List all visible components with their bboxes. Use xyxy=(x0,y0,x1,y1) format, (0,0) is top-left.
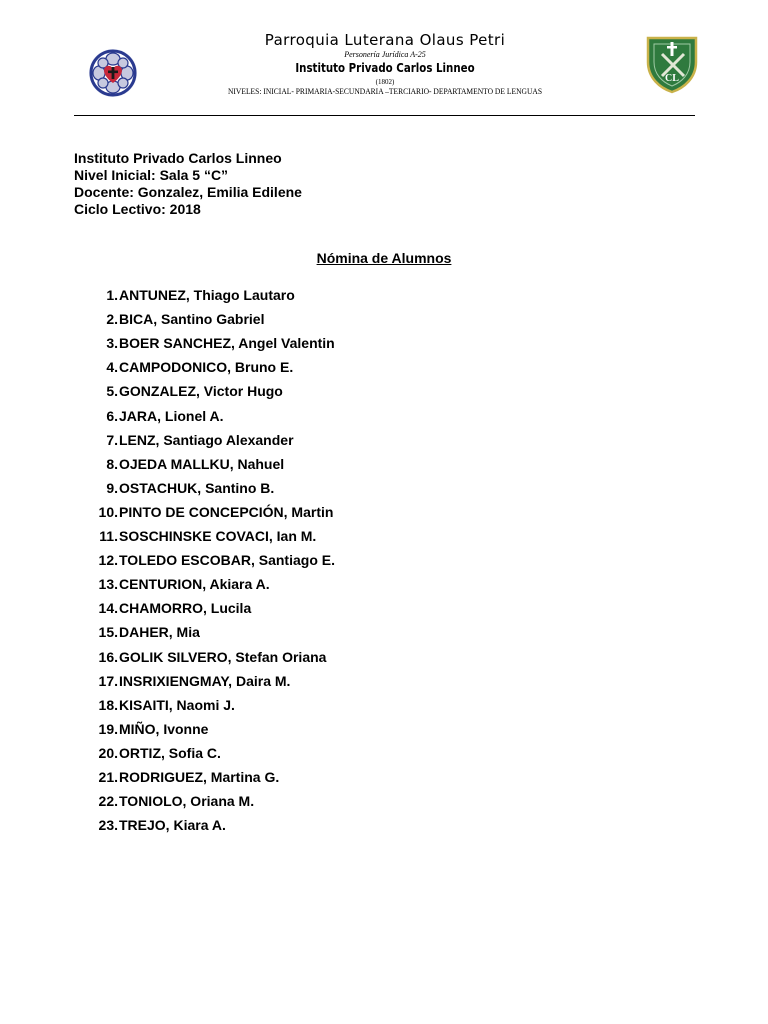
list-item-number: 18. xyxy=(98,696,118,713)
list-item-name: ANTUNEZ, Thiago Lautaro xyxy=(119,287,295,303)
list-item-number: 23. xyxy=(98,817,118,834)
list-item-name: INSRIXIENGMAY, Daira M. xyxy=(119,672,291,689)
list-item xyxy=(0,550,768,570)
info-year: Ciclo Lectivo: 2018 xyxy=(74,201,201,217)
shield-crest-icon xyxy=(644,32,700,94)
list-item xyxy=(0,502,768,522)
list-item xyxy=(0,478,768,498)
list-item xyxy=(0,743,768,763)
list-item xyxy=(0,406,768,426)
list-item-number: 12. xyxy=(98,552,118,569)
list-item-name: CENTURION, Akiara A. xyxy=(119,576,270,593)
list-item-name: GONZALEZ, Victor Hugo xyxy=(119,383,283,400)
list-item xyxy=(0,695,768,715)
list-item xyxy=(0,574,768,594)
list-item xyxy=(0,598,768,618)
list-item xyxy=(0,430,768,450)
list-item-number: 5. xyxy=(106,383,118,400)
list-item xyxy=(0,647,768,667)
list-item-number: 8. xyxy=(106,455,118,472)
list-item xyxy=(0,526,768,546)
list-item-name: KISAITI, Naomi J. xyxy=(119,696,235,713)
list-item-name: ORTIZ, Sofia C. xyxy=(119,744,221,761)
list-item-name: RODRIGUEZ, Martina G. xyxy=(119,769,280,785)
institute-code: (1802) xyxy=(375,78,395,86)
list-item-number: 14. xyxy=(98,600,118,617)
list-item-name: MIÑO, Ivonne xyxy=(119,720,209,737)
list-item xyxy=(0,454,768,474)
luther-rose-seal-icon xyxy=(80,46,142,100)
list-item-name: BICA, Santino Gabriel xyxy=(119,311,265,328)
list-item-name: CHAMORRO, Lucila xyxy=(119,600,252,617)
list-item-number: 15. xyxy=(98,624,118,641)
list-item-number: 1. xyxy=(106,287,118,303)
list-item-name: CAMPODONICO, Bruno E. xyxy=(119,359,294,376)
list-item-number: 11. xyxy=(99,528,118,544)
list-item xyxy=(0,381,768,401)
list-item xyxy=(0,671,768,691)
list-item-number: 10. xyxy=(98,503,118,520)
list-item xyxy=(0,333,768,353)
list-item-number: 2. xyxy=(106,311,118,328)
info-teacher: Docente: Gonzalez, Emilia Edilene xyxy=(74,184,302,200)
list-item-name: PINTO DE CONCEPCIÓN, Martin xyxy=(119,503,334,520)
list-title: Nómina de Alumnos xyxy=(316,250,452,266)
list-item xyxy=(0,285,768,305)
list-item-number: 21. xyxy=(98,769,118,785)
list-item-number: 19. xyxy=(98,720,118,737)
list-item xyxy=(0,357,768,377)
list-item-name: BOER SANCHEZ, Angel Valentin xyxy=(119,335,335,352)
list-item-name: SOSCHINSKE COVACI, Ian M. xyxy=(119,528,317,544)
legal-status: Personería Jurídica A-25 xyxy=(344,50,426,59)
education-levels: NIVELES: INICIAL- PRIMARIA-SECUNDARIA –TERCIARIO- DEPARTAMENTO DE LENGUAS xyxy=(227,87,543,96)
list-item-name: TONIOLO, Oriana M. xyxy=(119,793,255,810)
parish-name: Parroquia Luterana Olaus Petri xyxy=(264,31,506,49)
list-item-number: 3. xyxy=(106,335,118,352)
list-item-name: TOLEDO ESCOBAR, Santiago E. xyxy=(119,552,335,569)
crest-letters: CL xyxy=(665,73,679,84)
list-item xyxy=(0,719,768,739)
list-item-number: 7. xyxy=(106,431,118,448)
list-item-number: 22. xyxy=(98,793,118,810)
list-item xyxy=(0,309,768,329)
list-item xyxy=(0,767,768,787)
list-item-number: 20. xyxy=(98,744,118,761)
list-item xyxy=(0,622,768,642)
list-item-number: 16. xyxy=(98,648,118,665)
list-item-number: 4. xyxy=(106,359,118,376)
list-item-name: OSTACHUK, Santino B. xyxy=(119,479,275,496)
list-item-number: 17. xyxy=(98,672,118,689)
institute-name: Instituto Privado Carlos Linneo xyxy=(295,60,475,75)
list-item xyxy=(0,815,768,835)
list-item-name: DAHER, Mia xyxy=(119,624,200,641)
list-item xyxy=(0,791,768,811)
info-level: Nivel Inicial: Sala 5 “C” xyxy=(74,167,229,183)
list-item-number: 9. xyxy=(106,479,118,496)
list-item-name: JARA, Lionel A. xyxy=(119,407,224,424)
list-item-name: LENZ, Santiago Alexander xyxy=(119,431,294,448)
info-institute: Instituto Privado Carlos Linneo xyxy=(74,150,282,166)
list-item-name: OJEDA MALLKU, Nahuel xyxy=(119,455,285,472)
list-item-name: TREJO, Kiara A. xyxy=(119,817,226,834)
header-divider xyxy=(74,115,695,116)
list-item-number: 13. xyxy=(98,576,118,593)
list-item-name: GOLIK SILVERO, Stefan Oriana xyxy=(119,648,327,665)
list-item-number: 6. xyxy=(106,407,118,424)
